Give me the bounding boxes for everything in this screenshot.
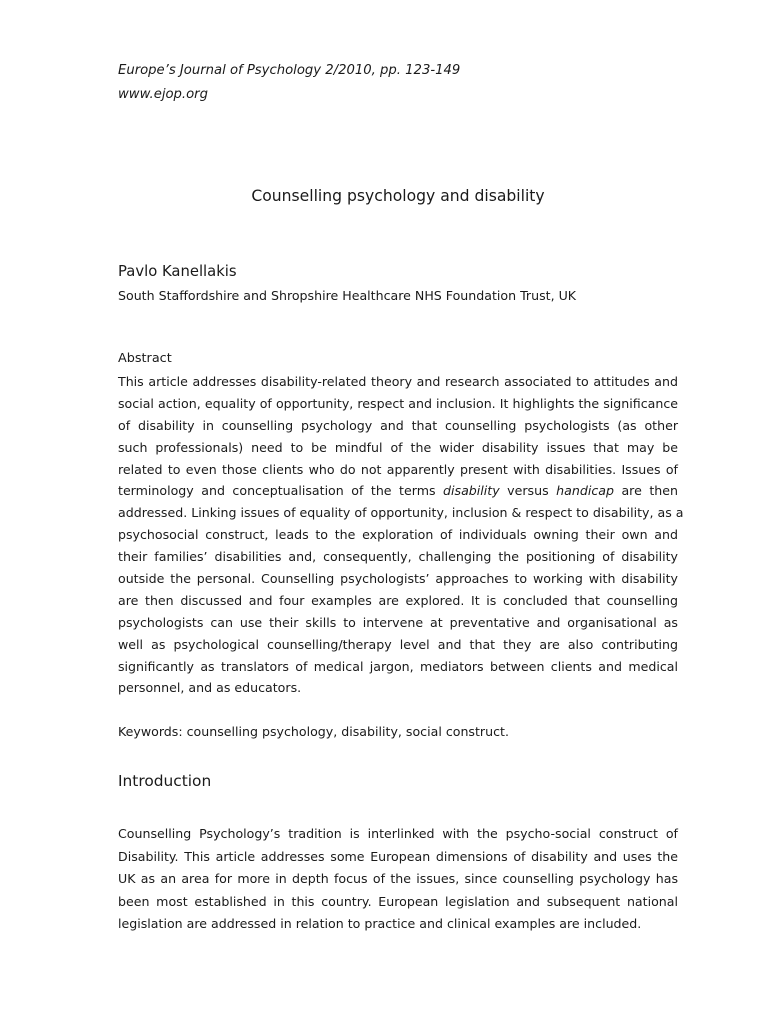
journal-url: www.ejop.org [118,87,208,102]
abstract-text: versus [499,483,557,499]
author-name: Pavlo Kanellakis [118,263,237,280]
introduction-line: Counselling Psychology’s tradition is interlinked with the psycho-social construct of [118,826,678,841]
abstract-line: of disability in counselling psychology and that counselling psychologists (as other [118,417,678,433]
author-affiliation: South Staffordshire and Shropshire Healthcare NHS Foundation Trust, UK [118,288,577,303]
introduction-line: Disability. This article addresses some European dimensions of disability and uses the [118,848,678,864]
abstract-line: their families’ disabilities and, consequently, challenging the positioning of disability [118,549,678,565]
introduction-body [118,823,678,936]
abstract-line: well as psychological counselling/therapy level and that they are also contributing [118,636,678,652]
abstract-line: psychosocial construct, leads to the exploration of individuals owning their own and [118,527,678,543]
abstract-line: such professionals) need to be mindful of the wider disability issues that may be [118,439,678,455]
abstract-line: psychologists can use their skills to intervene at preventative and organisational as [118,614,678,630]
introduction-line: legislation are addressed in relation to practice and clinical examples are included. [118,916,642,932]
journal-citation: Europe’s Journal of Psychology 2/2010, pp. 123-149 [118,63,461,78]
abstract-text: terminology and conceptualisation of the terms [118,483,444,499]
introduction-line: UK as an area for more in depth focus of the issues, since counselling psychology has [118,871,678,887]
paper-page [118,0,684,1024]
abstract-line: social action, equality of opportunity, respect and inclusion. It highlights the significance [118,395,678,411]
abstract-text: are then [613,483,678,499]
abstract-line: are then discussed and four examples are explored. It is concluded that counselling [118,592,678,608]
abstract-line: This article addresses disability-related theory and research associated to attitudes and [118,374,678,389]
introduction-line: been most established in this country. European legislation and subsequent national [118,893,678,909]
abstract-line: addressed. Linking issues of equality of opportunity, inclusion & respect to disability, as a [118,505,684,521]
term-handicap: handicap [556,483,614,499]
abstract-body [118,371,684,699]
keywords: Keywords: counselling psychology, disability, social construct. [118,724,509,739]
abstract-line: related to even those clients who do not apparently present with disabilities. Issues of [118,461,678,477]
abstract-heading: Abstract [118,351,172,366]
abstract-line-terminology [118,480,678,502]
paper-title: Counselling psychology and disability [251,187,545,205]
abstract-line: personnel, and as educators. [118,680,302,696]
abstract-line: significantly as translators of medical jargon, mediators between clients and medical [118,658,678,674]
abstract-line: outside the personal. Counselling psychologists’ approaches to working with disability [118,571,678,587]
introduction-heading: Introduction [118,772,212,790]
term-disability: disability [443,483,500,499]
